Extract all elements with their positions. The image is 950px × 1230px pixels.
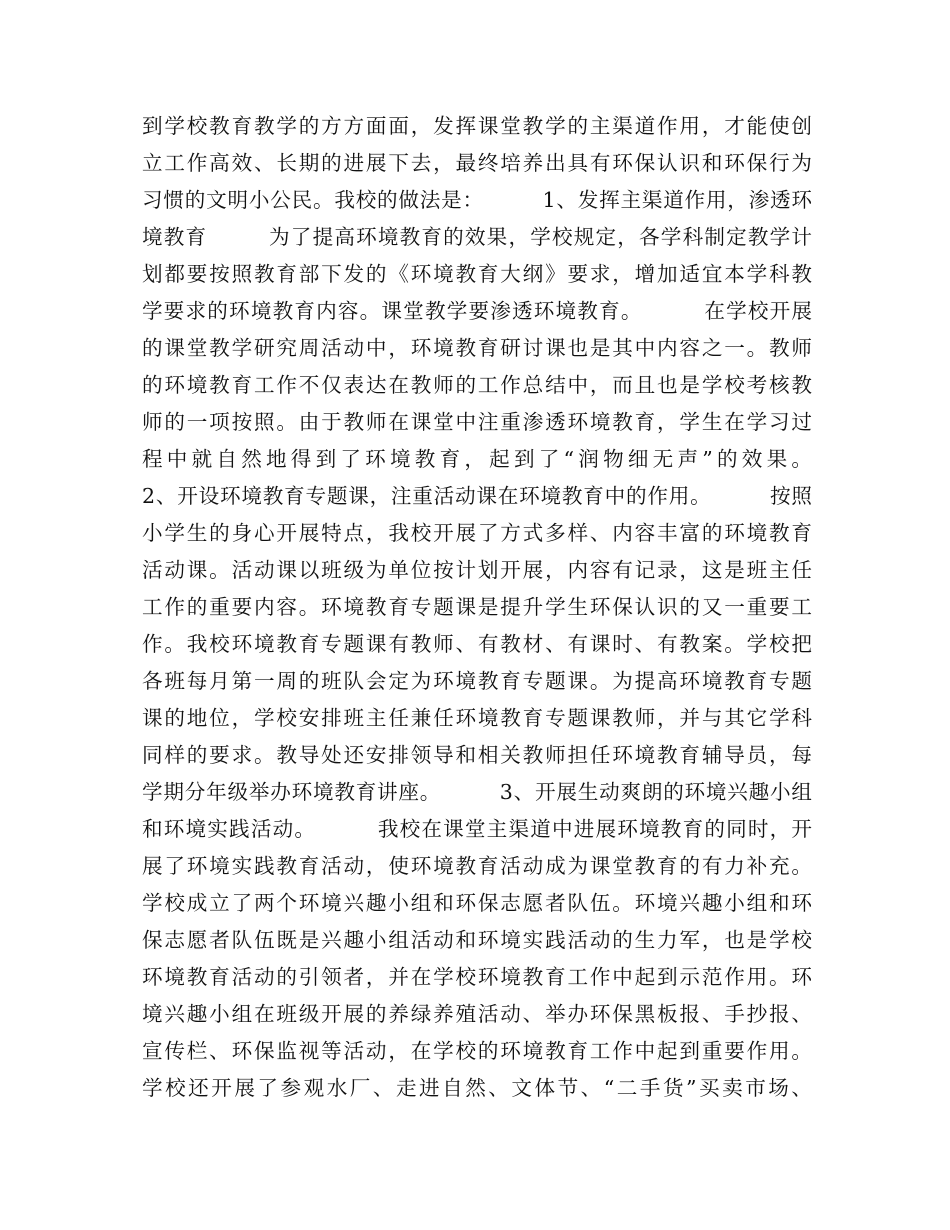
text-line: 课的地位，学校安排班主任兼任环境教育专题课教师，并与其它学科 [142,706,812,730]
text-line: 各班每月第一周的班队会定为环境教育专题课。为提高环境教育专题 [142,669,812,693]
text-line: 保志愿者队伍既是兴趣小组活动和环境实践活动的生力军，也是学校 [142,928,812,952]
text-line: 学校成立了两个环境兴趣小组和环保志愿者队伍。环境兴趣小组和环 [142,891,812,915]
text-line: 环境教育活动的引领者，并在学校环境教育工作中起到示范作用。环 [142,965,812,989]
text-line: 到学校教育教学的方方面面，发挥课堂教学的主渠道作用，才能使创 [142,114,812,138]
text-line: 立工作高效、长期的进展下去，最终培养出具有环保认识和环保行为 [142,151,812,175]
text-line: 小学生的身心开展特点，我校开展了方式多样、内容丰富的环境教育 [142,521,812,545]
text-line: 的环境教育工作不仅表达在教师的工作总结中，而且也是学校考核教 [142,373,812,397]
text-line: 学校还开展了参观水厂、走进自然、文体节、“二手货”买卖市场、 [142,1076,812,1100]
text-line: 宣传栏、环保监视等活动，在学校的环境教育工作中起到重要作用。 [142,1039,812,1063]
text-line: 和环境实践活动。 我校在课堂主渠道中进展环境教育的同时，开 [142,817,812,841]
text-line: 展了环境实践教育活动，使环境教育活动成为课堂教育的有力补充。 [142,854,812,878]
text-line: 学期分年级举办环境教育讲座。 3、开展生动爽朗的环境兴趣小组 [142,780,812,804]
text-line: 2、开设环境教育专题课，注重活动课在环境教育中的作用。 按照 [142,484,812,508]
text-line: 学要求的环境教育内容。课堂教学要渗透环境教育。 在学校开展 [142,299,812,323]
text-line: 工作的重要内容。环境教育专题课是提升学生环保认识的又一重要工 [142,595,812,619]
text-line: 的课堂教学研究周活动中，环境教育研讨课也是其中内容之一。教师 [142,336,812,360]
text-line: 作。我校环境教育专题课有教师、有教材、有课时、有教案。学校把 [142,632,812,656]
text-line: 活动课。活动课以班级为单位按计划开展，内容有记录，这是班主任 [142,558,812,582]
text-line: 程中就自然地得到了环境教育，起到了“润物细无声”的效果。 [142,447,812,471]
text-line: 师的一项按照。由于教师在课堂中注重渗透环境教育，学生在学习过 [142,410,812,434]
text-line: 习惯的文明小公民。我校的做法是： 1、发挥主渠道作用，渗透环 [142,188,812,212]
text-line: 境教育 为了提高环境教育的效果，学校规定，各学科制定教学计 [142,225,812,249]
body-text [142,108,812,1107]
text-line: 同样的要求。教导处还安排领导和相关教师担任环境教育辅导员，每 [142,743,812,767]
text-line: 划都要按照教育部下发的《环境教育大纲》要求，增加适宜本学科教 [142,262,812,286]
text-line: 境兴趣小组在班级开展的养绿养殖活动、举办环保黑板报、手抄报、 [142,1002,812,1026]
